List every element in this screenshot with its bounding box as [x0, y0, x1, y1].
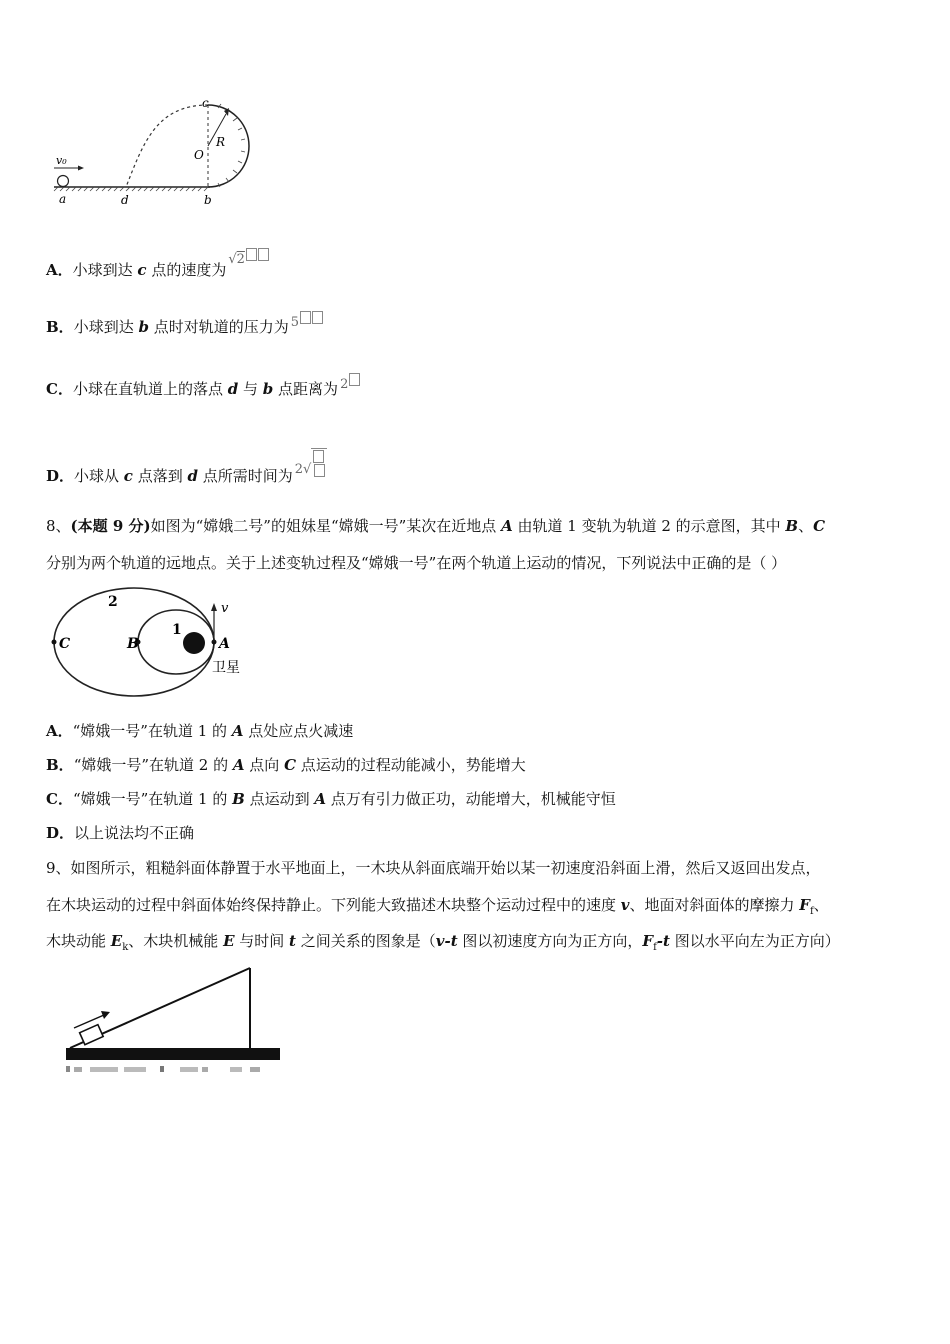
option-letter: C．	[46, 380, 73, 398]
formula-image: 2√	[295, 462, 328, 477]
earth	[183, 632, 205, 654]
q8-option-d[interactable]: D．以上说法均不正确	[46, 824, 195, 842]
q7-option-a[interactable]: A．小球到达 c 点的速度为√2	[46, 248, 269, 280]
satellite-label: 卫星	[212, 660, 240, 676]
q7-option-d[interactable]: D．小球从 c 点落到 d 点所需时间为 2√	[46, 448, 327, 486]
incline-figure	[60, 960, 290, 1072]
option-letter: B．	[46, 318, 74, 336]
option-letter: C．	[46, 790, 73, 808]
track-figure	[48, 96, 258, 211]
velocity-arrow	[74, 1015, 104, 1028]
option-letter: A．	[46, 261, 73, 279]
point-label-C: C	[59, 636, 71, 652]
orbit-label-1: 1	[172, 622, 182, 638]
option-letter: A．	[46, 722, 73, 740]
q7-option-c[interactable]: C．小球在直轨道上的落点 d 与 b 点距离为 2	[46, 373, 360, 399]
label-O: O	[194, 148, 204, 162]
label-v0: v₀	[56, 154, 67, 167]
point-label-B: B	[127, 636, 139, 652]
label-R: R	[216, 135, 226, 149]
option-letter: D．	[46, 467, 75, 485]
option-letter: B．	[46, 756, 74, 774]
q8-stem-line2: 分别为两个轨道的远地点。关于上述变轨过程及“嫦娥一号”在两个轨道上运动的情况，下列说法中正确的是（ ）	[46, 554, 787, 572]
q8-option-c[interactable]: C．“嫦娥一号”在轨道 1 的 B 点运动到 A 点万有引力做正功，动能增大，机械能守恒	[46, 790, 616, 808]
q9-stem-line2: 在木块运动的过程中斜面体始终保持静止。下列能大致描述木块整个运动过程中的速度 v、地面对斜面体的摩擦力 $F_f$、	[46, 896, 829, 917]
formula-image: 5	[291, 315, 323, 330]
q9-stem-line1: 9、如图所示，粗糙斜面体静置于水平地面上，一木块从斜面底端开始以某一初速度沿斜面上滑，然后又返回出发点，	[46, 859, 821, 877]
velocity-label: v	[221, 601, 229, 616]
label-c: c	[202, 96, 209, 110]
label-a: a	[59, 192, 67, 206]
option-letter: D．	[46, 824, 75, 842]
q8-option-a[interactable]: A．“嫦娥一号”在轨道 1 的 A 点处应点火减速	[46, 722, 354, 740]
formula-image: 2	[340, 377, 360, 392]
orbit-label-2: 2	[108, 594, 118, 610]
q9-stem-line3: 木块动能 $E_k$、木块机械能 E 与时间 t 之间关系的图象是（v-t 图以初速度方向为正方向，$F_f-t$ 图以水平向左为正方向）	[46, 932, 840, 953]
point-label-A: A	[219, 636, 230, 652]
q7-option-b[interactable]: B．小球到达 b 点时对轨道的压力为 5	[46, 311, 323, 337]
formula-image: √2	[228, 252, 269, 267]
ball	[58, 176, 69, 187]
block	[80, 1025, 104, 1045]
label-b: b	[204, 193, 212, 207]
label-d: d	[121, 193, 129, 207]
q8-option-b[interactable]: B．“嫦娥一号”在轨道 2 的 A 点向 C 点运动的过程动能减小，势能增大	[46, 756, 526, 774]
q8-stem-line1: 8、(本题 9 分)如图为“嫦娥二号”的姐妹星“嫦娥一号”某次在近地点 A 由轨道 1 变轨为轨道 2 的示意图，其中 B、C	[46, 517, 826, 535]
orbit-figure	[44, 586, 264, 702]
ground	[66, 1048, 280, 1060]
